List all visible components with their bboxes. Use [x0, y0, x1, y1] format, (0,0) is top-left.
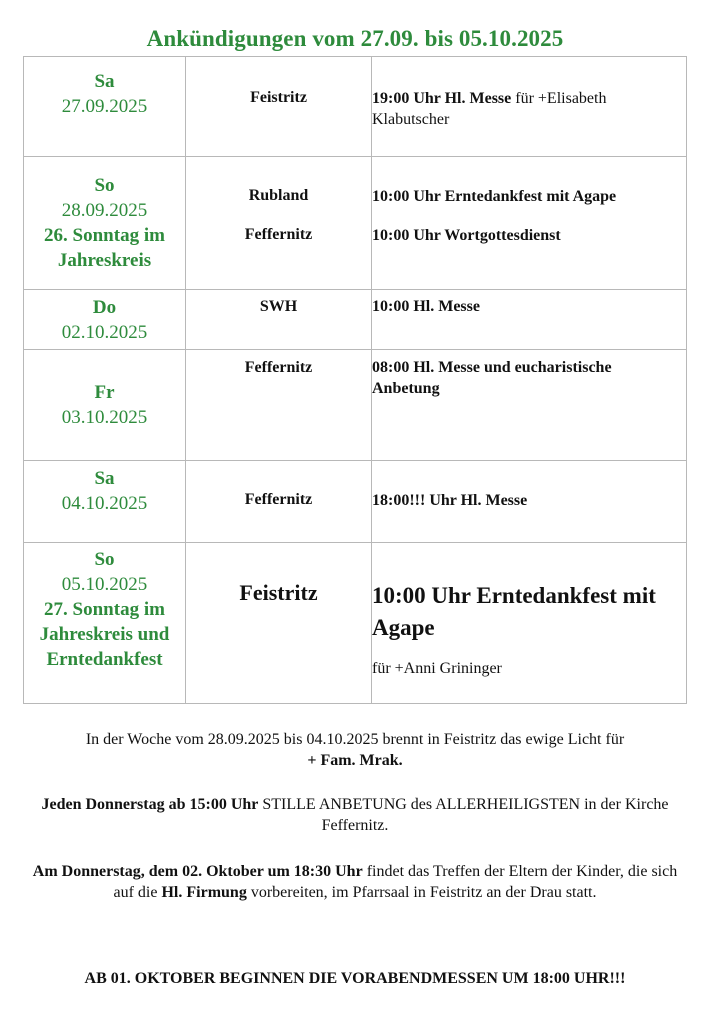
event-cell	[372, 461, 687, 543]
day-label: Sa	[94, 71, 115, 92]
event-cell	[372, 57, 687, 157]
place-label: Feistritz	[250, 89, 307, 106]
date-label: 04.10.2025	[61, 493, 148, 514]
table-row	[24, 157, 687, 290]
place-cell	[186, 461, 372, 543]
date-label: 28.09.2025	[61, 200, 148, 221]
place-cell	[186, 543, 372, 704]
event-text: 10:00 Uhr Erntedankfest mit Agape	[372, 188, 617, 205]
eternal-light-text: In der Woche vom 28.09.2025 bis 04.10.2025 brennt in Feistritz das ewige Licht für	[85, 731, 625, 748]
eternal-light-name: + Fam. Mrak.	[307, 752, 403, 769]
place-label: SWH	[259, 298, 298, 315]
adoration-text: STILLE ANBETUNG des ALLERHEILIGSTEN in der Kirche Feffernitz.	[258, 796, 669, 834]
place-cell	[186, 350, 372, 461]
date-extra: 26. Sonntag im Jahreskreis	[44, 225, 165, 271]
meeting-text-end: vorbereiten, im Pfarrsaal in Feistritz an der Drau statt.	[246, 884, 597, 901]
place-cell	[186, 290, 372, 350]
meeting-date: Am Donnerstag, dem 02. Oktober um 18:30 Uhr	[32, 863, 363, 880]
event-text: 10:00 Hl. Messe	[372, 298, 480, 315]
table-row	[24, 461, 687, 543]
page-title: Ankündigungen vom 27.09. bis 05.10.2025	[146, 26, 564, 51]
place-label: Feffernitz	[244, 359, 313, 376]
event-text: 08:00 Hl. Messe und eucharistische Anbetung	[372, 359, 612, 397]
table-row	[24, 290, 687, 350]
date-cell	[24, 350, 186, 461]
meeting-text: findet das Treffen der Eltern der Kinder, die sich auf die	[113, 863, 678, 901]
date-label: 05.10.2025	[61, 574, 148, 595]
date-cell	[24, 290, 186, 350]
adoration-note	[20, 794, 690, 836]
meeting-note	[20, 861, 690, 903]
table-row	[24, 350, 687, 461]
date-cell	[24, 57, 186, 157]
date-cell	[24, 461, 186, 543]
date-label: 03.10.2025	[61, 407, 148, 428]
place-label: Feffernitz	[244, 226, 313, 243]
day-label: Do	[92, 297, 117, 318]
event-text: 10:00 Uhr Wortgottesdienst	[372, 227, 561, 244]
place-cell	[186, 57, 372, 157]
event-cell	[372, 157, 687, 290]
event-cell	[372, 350, 687, 461]
event-cell	[372, 543, 687, 704]
vorabendmessen-announcement: AB 01. OKTOBER BEGINNEN DIE VORABENDMESSEN UM 18:00 UHR!!!	[84, 970, 626, 987]
day-label: Fr	[94, 382, 115, 403]
event-text: 18:00!!! Uhr Hl. Messe	[372, 492, 528, 509]
place-label: Feistritz	[239, 580, 318, 605]
schedule-table	[23, 56, 687, 704]
day-label: Sa	[94, 468, 115, 489]
day-label: So	[94, 175, 115, 196]
place-label: Feffernitz	[244, 491, 313, 508]
meeting-topic: Hl. Firmung	[161, 884, 247, 901]
day-label: So	[94, 549, 115, 570]
adoration-time: Jeden Donnerstag ab 15:00 Uhr	[41, 796, 259, 813]
date-cell	[24, 157, 186, 290]
event-text: 19:00 Uhr Hl. Messe für +Elisabeth Klabutscher	[372, 90, 607, 128]
event-cell	[372, 290, 687, 350]
eternal-light-note	[20, 729, 690, 771]
place-cell	[186, 157, 372, 290]
date-extra: 27. Sonntag im Jahreskreis und Erntedankfest	[39, 599, 170, 670]
table-row	[24, 57, 687, 157]
event-text: 10:00 Uhr Erntedankfest mit Agape	[372, 583, 656, 640]
date-label: 27.09.2025	[61, 96, 148, 117]
table-row	[24, 543, 687, 704]
date-cell	[24, 543, 186, 704]
date-label: 02.10.2025	[61, 322, 148, 343]
event-note: für +Anni Grininger	[372, 660, 502, 677]
place-label: Rubland	[248, 187, 309, 204]
